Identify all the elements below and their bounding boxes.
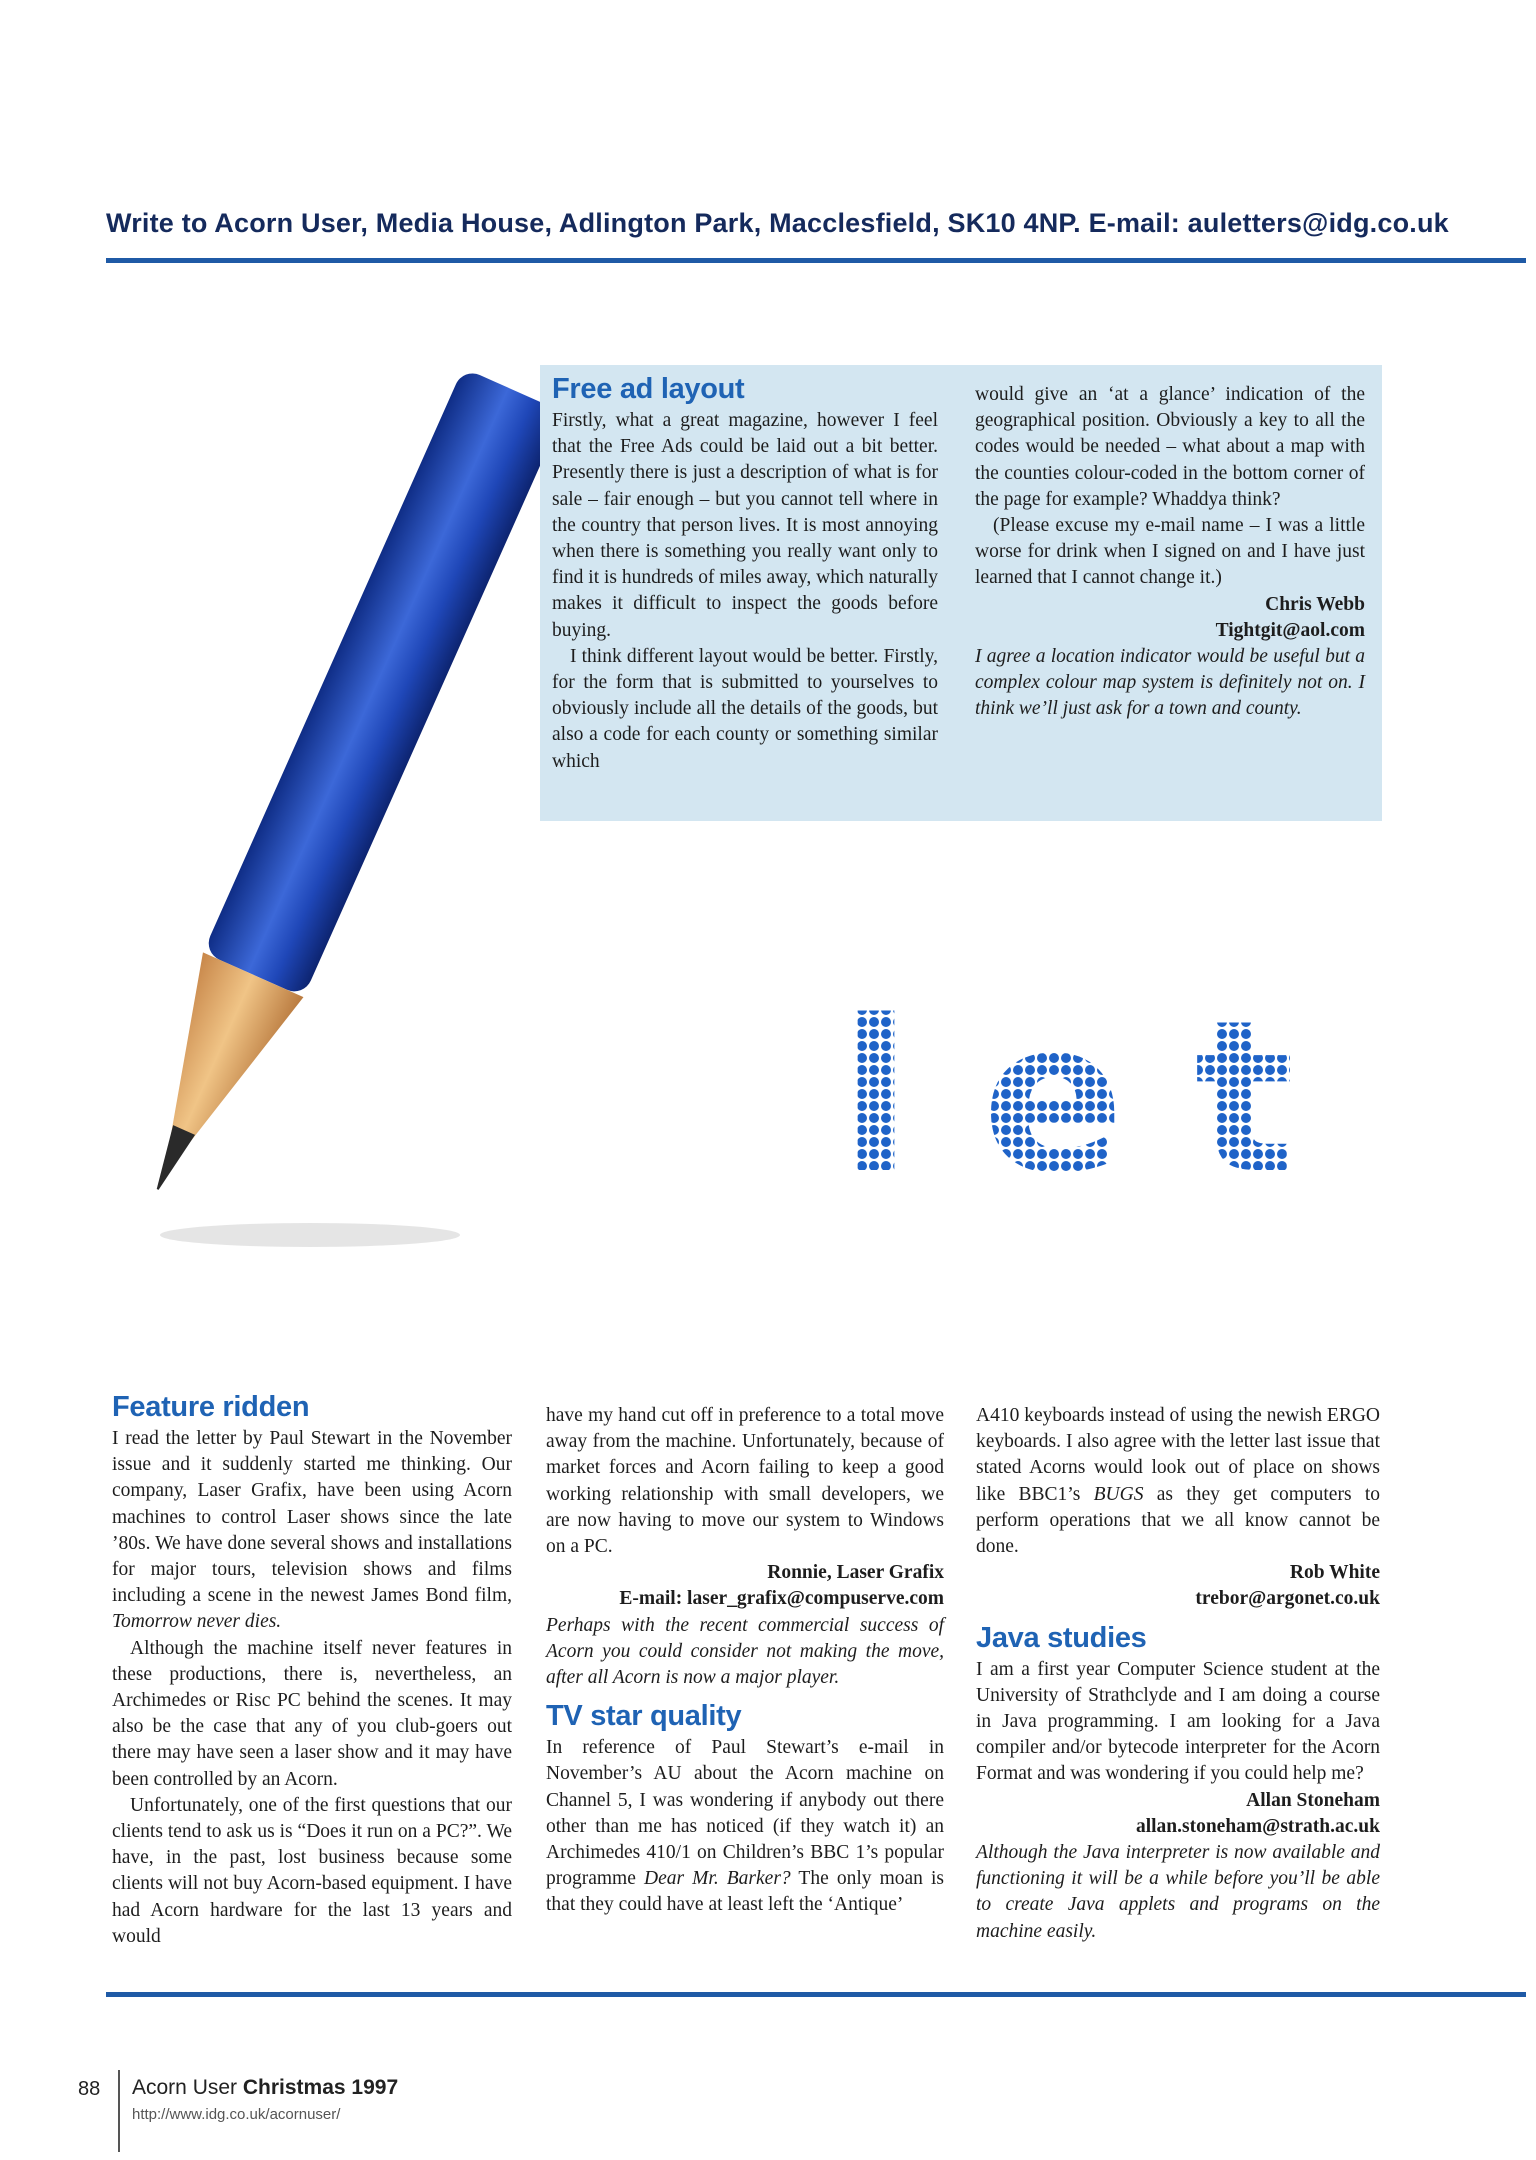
editor-reply-java: Although the Java interpreter is now available and functioning it will be a while before you’ll be able to create Java applets and programs on the machine easily. (976, 1842, 1380, 1942)
footer-divider (118, 2070, 120, 2152)
signature-name: Chris Webb (1265, 593, 1365, 615)
tv-star-para-1: In reference of Paul Stewart’s e-mail in November’s AU about the Acorn machine on Channel 5, I was wondering if anybody out there other than me has noticed (if they watch it) an Archimedes 410/1 on Children’s BBC 1’s popular programme Dear Mr. Barker? The only moan is that they could have at least left the ‘Antique’ (546, 1737, 944, 1916)
heading-free-ad-layout: Free ad layout (552, 373, 745, 405)
heading-java-studies: Java studies (976, 1621, 1147, 1654)
heading-feature-ridden: Feature ridden (112, 1391, 310, 1423)
signature-name-ronnie: Ronnie, Laser Grafix (767, 1562, 944, 1584)
column-3 (976, 1403, 1380, 1945)
signature-name-rob: Rob White (1289, 1562, 1380, 1584)
dotted-letters-text: let (840, 980, 1365, 1190)
signature-email: Tightgit@aol.com (1215, 619, 1365, 641)
issue-name: Christmas 1997 (242, 2076, 399, 2099)
footer-magazine-title (132, 2076, 398, 2100)
free-ad-para-4: (Please excuse my e-mail name – I was a little worse for drink when I signed on and I have just learned that I cannot change it.) (975, 515, 1365, 589)
free-ad-layout-col-1 (552, 372, 938, 775)
free-ad-para-3: would give an ‘at a glance’ indication of the geographical position. Obviously a key to all the codes would be needed – what about a map with the counties colour-coded in the bottom corner of the page for example? Whaddya think? (975, 384, 1365, 510)
magazine-name: Acorn User (132, 2076, 238, 2099)
film-title: Tomorrow never dies. (112, 1611, 282, 1633)
feature-ridden-para-2: Although the machine itself never features in these productions, there is, nevertheless, an Archimedes or Risc PC behind the scenes. It may also be the case that any of you club-goers out there may have seen a laser show and it may have been controlled by an Acorn. (112, 1637, 512, 1790)
editor-reply-feature: Perhaps with the recent commercial success of Acorn you could consider not making the move, after all Acorn is now a major player. (546, 1614, 944, 1689)
pencil-illustration (130, 290, 550, 1290)
free-ad-layout-col-2 (975, 382, 1365, 723)
feature-ridden-para-4: have my hand cut off in preference to a total move away from the machine. Unfortunately, because of market forces and Acorn failing to keep a good working relationship with small developers, we are now having to move our system to Windows on a PC. (546, 1405, 944, 1558)
page-number: 88 (78, 2078, 101, 2100)
footer-url: http://www.idg.co.uk/acornuser/ (132, 2106, 341, 2123)
show-title: BUGS (1093, 1483, 1144, 1505)
programme-title: Dear Mr. Barker? (643, 1868, 791, 1890)
editor-reply: I agree a location indicator would be useful but a complex colour map system is definitely not on. I think we’ll just ask for a town and county. (975, 646, 1365, 720)
bottom-rule (106, 1992, 1526, 1997)
tv-star-para-2: A410 keyboards instead of using the newish ERGO keyboards. I also agree with the letter last issue that stated Acorns would look out of place on shows like BBC1’s BUGS as they get computers to perform operations that we all know cannot be done. (976, 1405, 1381, 1558)
heading-tv-star-quality: TV star quality (546, 1700, 742, 1733)
feature-ridden-para-1: I read the letter by Paul Stewart in the November issue and it suddenly started me thinking. Our company, Laser Grafix, have been using Acorn machines to control Laser shows since the late ’80s. We have done several shows and installations for major tours, television shows and films including a scene in the newest James Bond film, Tomorrow never dies. (112, 1428, 512, 1633)
signature-email-ronnie: E-mail: laser_grafix@compuserve.com (619, 1588, 944, 1610)
dotted-letters-decoration (820, 980, 1440, 1190)
letters-address-header: Write to Acorn User, Media House, Adlington Park, Macclesfield, SK10 4NP. E-mail: auletters@idg.co.uk (106, 208, 1449, 238)
feature-ridden-col-2 (546, 1403, 944, 1919)
free-ad-para-2: I think different layout would be better. Firstly, for the form that is submitted to yourselves to obviously include all the details of the goods, but also a code for each county or something similar which (552, 645, 938, 772)
signature-email-allan: allan.stoneham@strath.ac.uk (1135, 1815, 1380, 1837)
feature-ridden-col-1 (112, 1390, 512, 1950)
free-ad-para-1: Firstly, what a great magazine, however I feel that the Free Ads could be laid out a bit better. Presently there is just a description of what is for sale – fair enough – but you cannot tell where in the country that person lives. It is most annoying when there is something you really want only to find it is hundreds of miles away, which naturally makes it difficult to inspect the goods before buying. (552, 410, 938, 641)
signature-name-allan: Allan Stoneham (1246, 1789, 1380, 1811)
signature-email-rob: trebor@argonet.co.uk (1195, 1588, 1380, 1610)
java-para-1: I am a first year Computer Science student at the University of Strathclyde and I am doing a course in Java programming. I am looking for a Java compiler and/or bytecode interpreter for the Acorn Format and was wondering if you could help me? (976, 1658, 1380, 1785)
top-rule (106, 258, 1526, 263)
feature-ridden-para-3: Unfortunately, one of the first questions that our clients tend to ask us is “Does it run on a PC?”. We have, in the past, lost business because some clients will not buy Acorn-based equipment. I have had Acorn hardware for the last 13 years and would (112, 1794, 512, 1947)
